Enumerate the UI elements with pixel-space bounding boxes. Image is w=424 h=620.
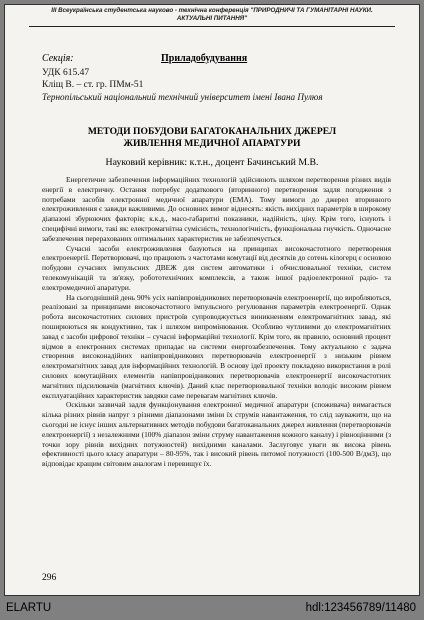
repository-name: ELARTU (6, 602, 52, 614)
section-name: Приладобудування (161, 53, 248, 64)
body-paragraph: Енергетичне забезпечення інформаційних технологій здійснюють шляхом перетворення різних видів енергії в електричну. Остання потребує додаткового (вторинного) перетворення задля погодження з потребами засобів електронної медичної апаратури (ЕМА). Тому вимоги до джерел вторинного електроживлення є завжди важливими. До основних вимог віднесять: якість вихідних параметрів в широкому діапазоні збурюючих факторів; к.к.д., масо-габаритні показники, надійність, ціну. Крім того, існують і специфічні вимоги, такі як: електромагнітна сумісність, технологічність, функціональна гнучкість. Одночасне забезпечення перерахованих оптимальних характеристик не забезпечується. (42, 175, 391, 243)
handle-id: hdl:123456789/11480 (305, 602, 416, 614)
affiliation-line: Тернопільський національний технічний університет імені Івана Пулюя (42, 92, 323, 102)
document-page (4, 4, 420, 596)
body-paragraph: Оскільки зазвичай задля функціонування електронної медичної апаратури (споживача) вимагається кілька різних рівнів напруг з різними діапазонами зміни їх струмів навантаження, то слід зауважити, що на сьогодні не існує інших альтернативних методів побудови багатоканальних джерел живлення (перетворювачів електроенергії) з незалежними (100% діапазон зміни струму навантаження кожного каналу) і рівноцінними (з точки зору рівнів вихідних потужностей) вихідними каналами. Заслуговує уваги як висока рівень ефективності цього класу апаратури – 80-95%, так і високий рівень питомої потужності (100-500 В/дм3), що відповідає кращим світовим аналогам і перевищує їх. (42, 400, 391, 469)
repository-footer (0, 598, 424, 620)
section-row (42, 53, 389, 65)
section-label: Секція: (42, 53, 74, 64)
paper-title-line2: ЖИВЛЕННЯ МЕДИЧНОЇ АПАРАТУРИ (123, 138, 301, 149)
page-number: 296 (42, 573, 57, 583)
udc-code: УДК 615.47 (42, 68, 90, 78)
conference-header-line2: АКТУАЛЬНІ ПИТАННЯ" (176, 14, 248, 22)
header-divider (29, 26, 395, 27)
paper-title (35, 126, 389, 150)
body-paragraph: Сучасні засоби електроживлення базуються на принципах високочастотного перетворення електроенергії. Перетворювачі, що працюють з частотами комутації від десятків до сотень кілогерц є основою побудови сучасних імпульсних ДВЕЖ для систем автоматики і обчислювальної техніки, систем телекомунікацій та зв'язку, робототехнічних комплексів, а також іншої радіоелектронної радіо- та електромедичної апаратури. (42, 243, 391, 292)
conference-header (5, 7, 419, 22)
advisor-line: Науковий керівник: к.т.н., доцент Бачинський М.В. (105, 157, 319, 168)
paper-title-line1: МЕТОДИ ПОБУДОВИ БАГАТОКАНАЛЬНИХ ДЖЕРЕЛ (87, 126, 337, 137)
conference-header-line1: III Всеукраїнська студентська науково - технічна конференція "ПРИРОДНИЧІ ТА ГУМАНІТАРНІ НАУКИ. (51, 7, 373, 14)
body-paragraph: На сьогоднішній день 90% усіх напівпровідникових перетворювачів електроенергії, що виробляються, реалізовані за принципами високочастотного імпульсного регулювання параметрів електроенергії. Однак робота високочастотних силових пристроїв супроводжується виникненням електромагнітних завад, які поширюються як кондуктивно, так і шляхом випромінювання. Особливо чутливими до електромагнітних завад є засоби цифрової техніки – сучасні інформаційні технології. Крім того, як правило, основний процент відмов в електронних системах припадає на системи енергозабезпечення. Тому актуальною є задача створення високонадійних напівпровідникових перетворювачів електроенергії з низьким рівнем електромагнітних завад для інформаційних технологій. В основу ідеї проекту покладено використання в ролі силових комутаційних елементів напівпровідникових перетворювачів електроенергії високочастотних магнітних підсилювачів (магнітних ключів). Даний клас перетворювальної техніки володіє високим рівнем експлуатаційних характеристик завдяки саме перевагам магнітних ключів. (42, 292, 391, 400)
author-line: Кліщ В. – ст. гр. ПМм-51 (42, 80, 144, 90)
body-text (42, 175, 391, 469)
